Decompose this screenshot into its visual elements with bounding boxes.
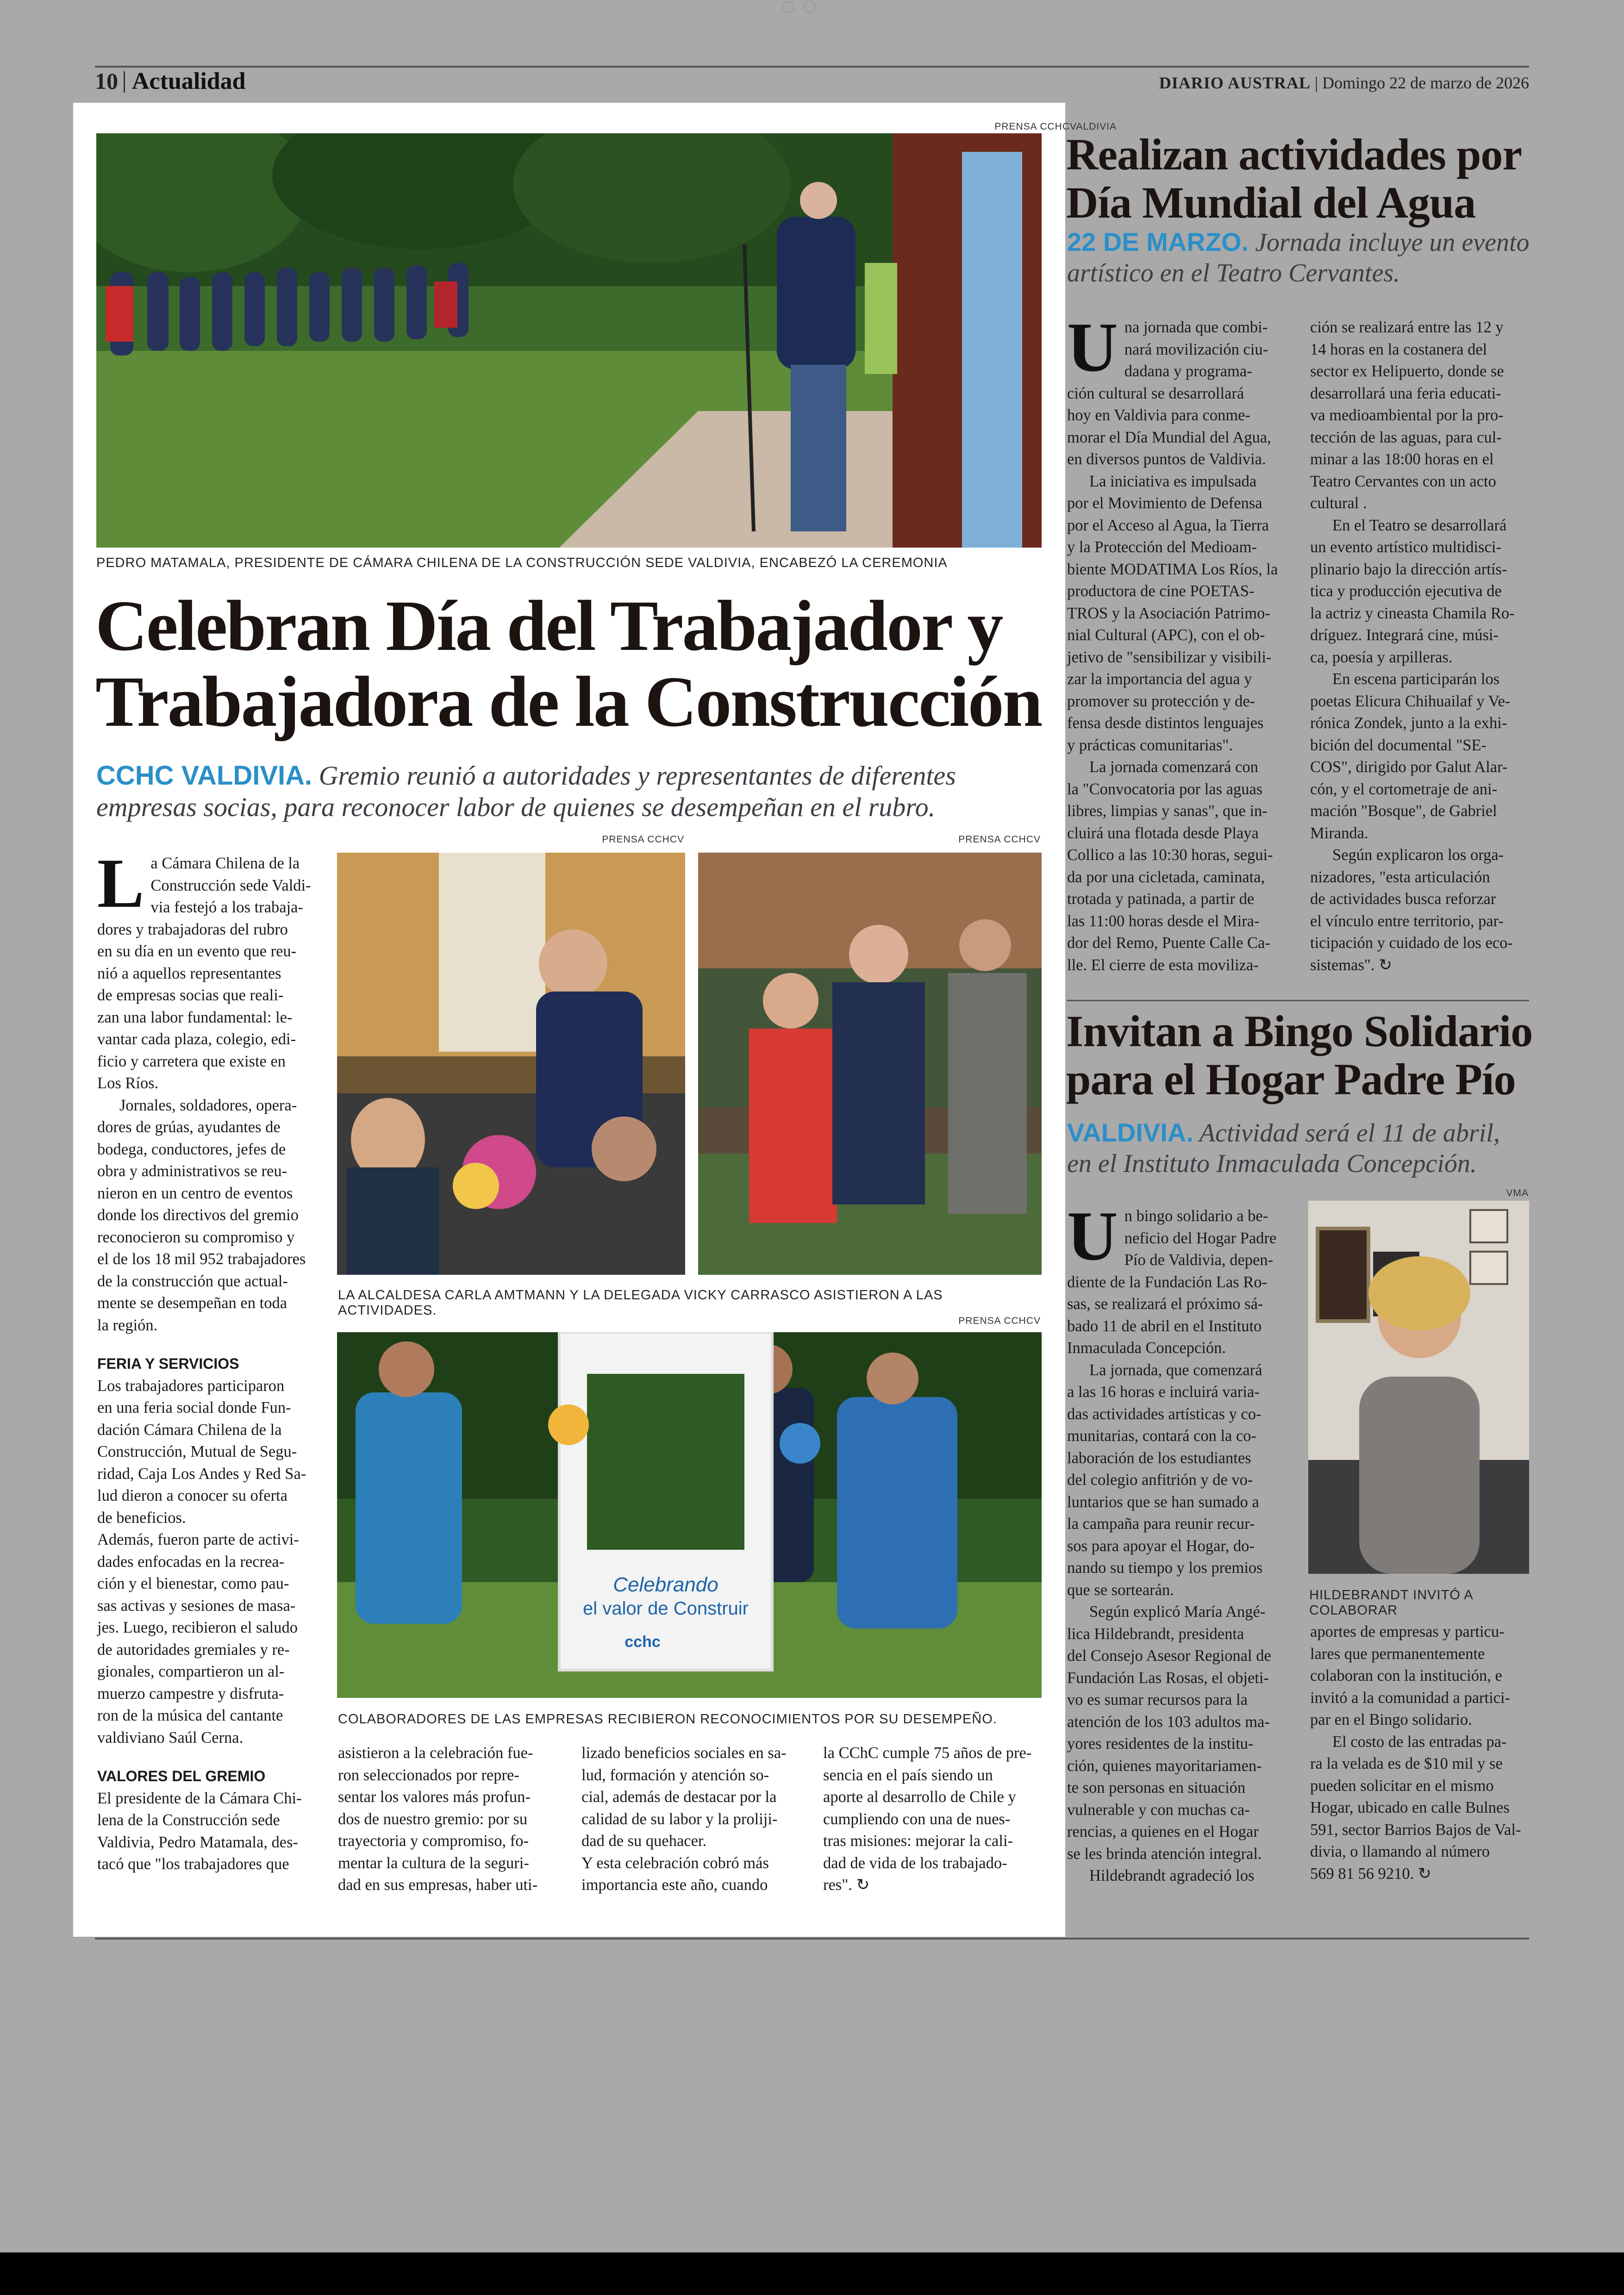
kicker-text: empresas socias, para reconocer labor de quienes se desempeñan en el rubro. bbox=[96, 792, 936, 822]
text-line: poetas Elicura Chihuailaf y Ve- bbox=[1310, 692, 1511, 710]
photos-caption: LA ALCALDESA CARLA AMTMANN Y LA DELEGADA VICKY CARRASCO ASISTIERON A LAS ACTIVIDADES. bbox=[338, 1288, 943, 1318]
drop-cap: U bbox=[1067, 308, 1118, 386]
text-line: se les brinda atención integral. bbox=[1067, 1845, 1262, 1863]
text-line: en diversos puntos de Valdivia. bbox=[1067, 450, 1266, 468]
text-line: lares que permanentemente bbox=[1310, 1645, 1485, 1663]
text-line: cón, y el cortometraje de ani- bbox=[1310, 780, 1498, 798]
kicker-tag: VALDIVIA. bbox=[1067, 1118, 1193, 1147]
main-kicker bbox=[96, 760, 1064, 823]
text-line: Además, fueron parte de activi- bbox=[97, 1531, 299, 1548]
text-line: asistieron a la celebración fue- bbox=[338, 1744, 533, 1762]
text-line: cial, además de destacar por la bbox=[581, 1788, 777, 1806]
text-line: morar el Día Mundial del Agua, bbox=[1067, 428, 1271, 446]
text-line: vulnerable y con muchas ca- bbox=[1067, 1801, 1250, 1819]
text-line: el vínculo entre territorio, par- bbox=[1310, 912, 1504, 930]
text-line: La jornada comenzará con bbox=[1089, 758, 1258, 776]
text-line: invitó a la comunidad a partici- bbox=[1310, 1689, 1511, 1707]
text-line: tras misiones: mejorar la cali- bbox=[823, 1832, 1013, 1850]
text-line: la actriz y cineasta Chamila Ro- bbox=[1310, 604, 1515, 622]
text-line: Hildebrandt agradeció los bbox=[1089, 1867, 1255, 1884]
kicker-text: Gremio reunió a autoridades y representantes de diferentes bbox=[319, 761, 956, 791]
text-line: de beneficios. bbox=[97, 1509, 186, 1527]
top-photo-caption: PEDRO MATAMALA, PRESIDENTE DE CÁMARA CHILENA DE LA CONSTRUCCIÓN SEDE VALDIVIA, ENCABEZÓ LA CEREMONIA bbox=[96, 555, 948, 570]
water-column-1 bbox=[1067, 308, 1289, 976]
photo-credit: PRENSA CCHCV bbox=[602, 834, 684, 845]
text-line: la "Convocatoria por las aguas bbox=[1067, 780, 1263, 798]
bingo-column-1 bbox=[1067, 1197, 1289, 1887]
text-line: fensa desde distintos lenguajes bbox=[1067, 714, 1264, 732]
text-line: mentar la cultura de la seguri- bbox=[338, 1854, 529, 1872]
headline-line: Invitan a Bingo Solidario bbox=[1066, 1006, 1533, 1056]
main-column-3 bbox=[581, 1742, 813, 1896]
text-line: del Consejo Asesor Regional de bbox=[1067, 1647, 1271, 1665]
page-number: 10 bbox=[95, 68, 118, 94]
kicker-text: en el Instituto Inmaculada Concepción. bbox=[1067, 1149, 1477, 1178]
text-line: de autoridades gremiales y re- bbox=[97, 1640, 290, 1659]
text-line: dos de nuestro gremio: por su bbox=[338, 1810, 528, 1828]
water-kicker bbox=[1067, 227, 1530, 288]
headline-line: Trabajadora de la Construcción bbox=[95, 661, 1042, 742]
text-line: mación "Bosque", de Gabriel bbox=[1310, 802, 1497, 820]
drop-cap: L bbox=[97, 844, 144, 922]
text-line: dores y trabajadoras del rubro bbox=[97, 920, 288, 938]
text-line: que se sortearán. bbox=[1067, 1581, 1174, 1599]
text-line: tección de las aguas, para cul- bbox=[1310, 428, 1502, 446]
sign-logo: cchc bbox=[625, 1633, 661, 1651]
text-line: cluirá una flotada desde Playa bbox=[1067, 824, 1259, 842]
text-line: Construcción sede Valdi- bbox=[150, 876, 311, 894]
kicker-tag: CCHC VALDIVIA. bbox=[96, 761, 312, 791]
text-line: El presidente de la Cámara Chi- bbox=[97, 1789, 302, 1807]
sign-text-1: Celebrando bbox=[613, 1573, 718, 1596]
text-line: na jornada que combi- bbox=[1124, 318, 1268, 336]
photo-credit: PRENSA CCHCV bbox=[958, 834, 1041, 845]
text-line: dad en sus empresas, haber uti- bbox=[338, 1876, 538, 1894]
bingo-headline bbox=[1066, 1007, 1534, 1104]
hildebrandt-photo bbox=[1308, 1201, 1529, 1574]
text-line: Construcción, Mutual de Segu- bbox=[97, 1443, 297, 1460]
text-line: Miranda. bbox=[1310, 824, 1368, 842]
text-line: Según explicaron los orga- bbox=[1332, 846, 1504, 864]
text-line: las 11:00 horas desde el Mira- bbox=[1067, 912, 1260, 930]
text-line: ción y el bienestar, como pau- bbox=[97, 1575, 289, 1592]
text-line: El costo de las entradas pa- bbox=[1332, 1733, 1507, 1751]
mayor-photo bbox=[337, 853, 685, 1275]
text-line: Los Ríos. bbox=[97, 1074, 159, 1092]
text-line: ficio y carretera que existe en bbox=[97, 1052, 286, 1070]
text-line: diente de la Fundación Las Ro- bbox=[1067, 1273, 1268, 1291]
text-line: dríguez. Integrará cine, músi- bbox=[1310, 626, 1499, 644]
text-line: importancia este año, cuando bbox=[581, 1876, 768, 1894]
text-line: libres, limpias y sanas", que in- bbox=[1067, 802, 1268, 820]
page-dot[interactable] bbox=[782, 1, 794, 13]
text-line: ticipación y cuidado de los eco- bbox=[1310, 934, 1513, 952]
text-line: munitarias, contará con la co- bbox=[1067, 1427, 1257, 1445]
text-line: del colegio anfitrión y de vo- bbox=[1067, 1471, 1253, 1489]
text-line: biente MODATIMA Los Ríos, la bbox=[1067, 560, 1278, 578]
text-line: productora de cine POETAS- bbox=[1067, 582, 1255, 600]
text-line: por el Movimiento de Defensa bbox=[1067, 494, 1262, 512]
text-line: ción cultural se desarrollará bbox=[1067, 384, 1244, 402]
text-line: minar a las 18:00 horas en el bbox=[1310, 450, 1494, 468]
text-line: yores residentes de la institu- bbox=[1067, 1735, 1254, 1752]
text-line: trotada y patinada, a partir de bbox=[1067, 890, 1255, 908]
issue-date: Domingo 22 de marzo de 2026 bbox=[1322, 74, 1529, 92]
water-headline bbox=[1066, 131, 1529, 227]
text-line: par en el Bingo solidario. bbox=[1310, 1711, 1472, 1728]
text-line: dores de grúas, ayudantes de bbox=[97, 1118, 281, 1136]
text-line: te son personas en situación bbox=[1067, 1779, 1246, 1796]
text-line: lle. El cierre de esta moviliza- bbox=[1067, 956, 1259, 974]
text-line: de empresas socias que reali- bbox=[97, 986, 284, 1004]
text-line: zan una labor fundamental: le- bbox=[97, 1008, 293, 1026]
text-line: Jornales, soldadores, opera- bbox=[119, 1096, 297, 1114]
main-column-2 bbox=[338, 1742, 569, 1896]
headline-line: Día Mundial del Agua bbox=[1066, 178, 1476, 227]
text-line: gionales, compartieron un al- bbox=[97, 1663, 285, 1680]
text-line: via festejó a los trabaja- bbox=[150, 898, 303, 916]
text-line: aportes de empresas y particu- bbox=[1310, 1623, 1505, 1640]
sign-text-2: el valor de Construir bbox=[583, 1598, 749, 1619]
text-line: laboración de los estudiantes bbox=[1067, 1449, 1251, 1467]
text-line: Collico a las 10:30 horas, segui- bbox=[1067, 846, 1273, 864]
text-line: a Cámara Chilena de la bbox=[150, 854, 300, 872]
text-line: la campaña para reunir recur- bbox=[1067, 1515, 1255, 1533]
text-line: dad de vida de los trabajado- bbox=[823, 1854, 1007, 1872]
text-line: nial Cultural (APC), con el ob- bbox=[1067, 626, 1265, 644]
text-line: el de los 18 mil 952 trabajadores bbox=[97, 1250, 306, 1268]
text-line: por el Acceso al Agua, la Tierra bbox=[1067, 516, 1269, 534]
text-line: das actividades artísticas y co- bbox=[1067, 1405, 1262, 1423]
text-line: la CChC cumple 75 años de pre- bbox=[823, 1744, 1032, 1762]
text-line: ra la velada es de $10 mil y se bbox=[1310, 1755, 1503, 1772]
main-headline bbox=[95, 588, 1063, 740]
text-line: va medioambiental por la pro- bbox=[1310, 406, 1504, 424]
text-line: valdiviano Saúl Cerna. bbox=[97, 1728, 244, 1746]
text-line: desarrollará una feria educati- bbox=[1310, 384, 1501, 402]
text-line: y la Protección del Medioam- bbox=[1067, 538, 1257, 556]
text-line: La iniciativa es impulsada bbox=[1089, 472, 1257, 490]
text-line: La jornada, que comenzará bbox=[1089, 1361, 1262, 1379]
text-line: sas, se realizará el próximo sá- bbox=[1067, 1295, 1263, 1313]
text-line: tacó que "los trabajadores que bbox=[97, 1855, 289, 1873]
text-line: COS", dirigido por Galut Alar- bbox=[1310, 758, 1508, 776]
viewer-bottom-bar bbox=[0, 2252, 1624, 2295]
text-line: sistemas". ↻ bbox=[1310, 956, 1393, 974]
water-column-2 bbox=[1310, 317, 1532, 976]
text-line: cultural . bbox=[1310, 494, 1367, 512]
header-divider bbox=[124, 71, 125, 93]
text-line: jes. Luego, recibieron el saludo bbox=[97, 1619, 298, 1636]
text-line: vo es sumar recursos para la bbox=[1067, 1691, 1248, 1709]
text-line: 591, sector Barrios Bajos de Val- bbox=[1310, 1821, 1521, 1839]
text-line: tica y producción ejecutiva de bbox=[1310, 582, 1502, 600]
headline-line: Realizan actividades por bbox=[1066, 130, 1522, 179]
text-line: n bingo solidario a be- bbox=[1124, 1207, 1268, 1225]
text-line: ción, quienes mayoritariamen- bbox=[1067, 1757, 1262, 1775]
text-line: ca, poesía y arpilleras. bbox=[1310, 648, 1453, 666]
text-line: lena de la Construcción sede bbox=[97, 1811, 280, 1829]
page-indicator bbox=[782, 1, 838, 13]
footer-rule bbox=[95, 1938, 1529, 1940]
text-line: promover su protección y de- bbox=[1067, 692, 1255, 710]
text-line: sector ex Helipuerto, donde se bbox=[1310, 362, 1504, 380]
text-line: En el Teatro se desarrollará bbox=[1332, 516, 1507, 534]
headline-line: para el Hogar Padre Pío bbox=[1066, 1054, 1516, 1104]
text-line: sas activas y sesiones de masa- bbox=[97, 1597, 296, 1615]
text-line: plinario bajo la dirección artís- bbox=[1310, 560, 1507, 578]
text-line: 14 horas en la costanera del bbox=[1310, 340, 1487, 358]
text-line: nará movilización ciu- bbox=[1124, 340, 1268, 358]
text-line: lica Hildebrandt, presidenta bbox=[1067, 1625, 1244, 1643]
text-line: bado 11 de abril en el Instituto bbox=[1067, 1317, 1262, 1335]
section-name: Actualidad bbox=[132, 68, 246, 94]
text-line: res". ↻ bbox=[823, 1876, 870, 1894]
text-line: aporte al desarrollo de Chile y bbox=[823, 1788, 1016, 1806]
text-line: dación Cámara Chilena de la bbox=[97, 1421, 282, 1439]
text-line: zar la importancia del agua y bbox=[1067, 670, 1252, 688]
text-line: ción se realizará entre las 12 y bbox=[1310, 318, 1504, 336]
text-line: dades enfocadas en la recrea- bbox=[97, 1553, 285, 1571]
kicker-text: Jornada incluye un evento bbox=[1255, 228, 1530, 257]
text-line: colaboran con la institución, e bbox=[1310, 1667, 1502, 1684]
photo-credit: VMA bbox=[1506, 1188, 1529, 1198]
text-line: divia, o llamando al número bbox=[1310, 1843, 1490, 1860]
subheading: FERIA Y SERVICIOS bbox=[97, 1355, 239, 1372]
folio: DIARIO AUSTRAL | Domingo 22 de marzo de 2026 bbox=[1159, 74, 1529, 92]
page-dot[interactable] bbox=[804, 1, 816, 13]
ceremony-photo bbox=[96, 133, 1042, 548]
text-line: cumpliendo con una de nues- bbox=[823, 1810, 1011, 1828]
text-line: ron seleccionados por repre- bbox=[338, 1766, 519, 1784]
subheading: VALORES DEL GREMIO bbox=[97, 1768, 266, 1784]
delegate-photo bbox=[698, 853, 1042, 1275]
main-story bbox=[73, 103, 1117, 1937]
text-line: da por una cicletada, caminata, bbox=[1067, 868, 1265, 886]
text-line: de la construcción que actual- bbox=[97, 1272, 288, 1290]
text-line: a las 16 horas e incluirá varia- bbox=[1067, 1383, 1260, 1401]
headline-line: Celebran Día del Trabajador y bbox=[95, 586, 1002, 666]
text-line: rónica Zondek, junto a la exhi- bbox=[1310, 714, 1507, 732]
text-line: rencias, a quienes en el Hogar bbox=[1067, 1823, 1259, 1840]
text-line: pueden solicitar en el mismo bbox=[1310, 1777, 1494, 1795]
photo-credit: PRENSA CCHCVALDIVIA bbox=[994, 121, 1117, 132]
text-line: Y esta celebración cobró más bbox=[581, 1854, 769, 1872]
text-line: Los trabajadores participaron bbox=[97, 1377, 285, 1395]
text-line: vantar cada plaza, colegio, edi- bbox=[97, 1030, 296, 1048]
workers-photo bbox=[337, 1332, 1042, 1698]
text-line: lud dieron a conocer su oferta bbox=[97, 1487, 287, 1504]
text-line: jetivo de "sensibilizar y visibili- bbox=[1067, 648, 1272, 666]
text-line: 569 81 56 9210. ↻ bbox=[1310, 1865, 1431, 1883]
text-line: obra y administrativos se reu- bbox=[97, 1162, 287, 1180]
text-line: Fundación Las Rosas, el objeti- bbox=[1067, 1669, 1269, 1687]
kicker-text: artístico en el Teatro Cervantes. bbox=[1067, 259, 1400, 287]
text-line: dadana y programa- bbox=[1124, 362, 1252, 380]
text-line: dad de su quehacer. bbox=[581, 1832, 707, 1850]
text-line: sencia en el país siendo un bbox=[823, 1766, 993, 1784]
text-line: reconocieron su compromiso y bbox=[97, 1228, 295, 1246]
text-line: hoy en Valdivia para conme- bbox=[1067, 406, 1250, 424]
text-line: bición del documental "SE- bbox=[1310, 736, 1487, 754]
text-line: sos para apoyar el Hogar, do- bbox=[1067, 1537, 1255, 1555]
text-line: lizado beneficios sociales en sa- bbox=[581, 1744, 787, 1762]
text-line: un evento artístico multidisci- bbox=[1310, 538, 1501, 556]
workers-caption: COLABORADORES DE LAS EMPRESAS RECIBIERON RECONOCIMIENTOS POR SU DESEMPEÑO. bbox=[338, 1712, 997, 1727]
text-line: Inmaculada Concepción. bbox=[1067, 1339, 1226, 1357]
text-line: Según explicó María Angé- bbox=[1089, 1603, 1266, 1621]
bingo-column-2 bbox=[1310, 1621, 1532, 1885]
text-line: TROS y la Asociación Patrimo- bbox=[1067, 604, 1270, 622]
text-line: de actividades busca reforzar bbox=[1310, 890, 1496, 908]
text-line: ron de la música del cantante bbox=[97, 1707, 283, 1724]
text-line: dor del Remo, Puente Calle Ca- bbox=[1067, 934, 1270, 952]
photo-credit: PRENSA CCHCV bbox=[958, 1316, 1041, 1326]
story-divider bbox=[1067, 1000, 1529, 1001]
text-line: Pío de Valdivia, depen- bbox=[1124, 1251, 1274, 1269]
text-line: Hogar, ubicado en calle Bulnes bbox=[1310, 1799, 1510, 1816]
text-line: neficio del Hogar Padre bbox=[1124, 1229, 1277, 1247]
paper-name: DIARIO AUSTRAL bbox=[1159, 74, 1311, 92]
text-line: sentar los valores más profun- bbox=[338, 1788, 531, 1806]
text-line: atención de los 103 adultos ma- bbox=[1067, 1713, 1270, 1731]
text-line: ridad, Caja Los Andes y Red Sa- bbox=[97, 1465, 306, 1483]
text-line: bodega, conductores, jefes de bbox=[97, 1140, 286, 1158]
text-line: nió a aquellos representantes bbox=[97, 964, 281, 982]
drop-cap: U bbox=[1067, 1197, 1118, 1275]
kicker-text: Actividad será el 11 de abril, bbox=[1199, 1119, 1500, 1148]
text-line: en su día en un evento que reu- bbox=[97, 942, 297, 960]
bingo-photo-caption: HILDEBRANDT INVITÓ A COLABORAR bbox=[1309, 1588, 1473, 1618]
text-line: nizadores, "esta articulación bbox=[1310, 868, 1490, 886]
text-line: nieron en un centro de eventos bbox=[97, 1184, 293, 1202]
text-line: lud, formación y atención so- bbox=[581, 1766, 769, 1784]
text-line: la región. bbox=[97, 1316, 158, 1334]
text-line: donde los directivos del gremio bbox=[97, 1206, 299, 1224]
text-line: muerzo campestre y disfruta- bbox=[97, 1684, 284, 1703]
text-line: luntarios que se han sumado a bbox=[1067, 1493, 1259, 1511]
page-header bbox=[95, 68, 1529, 100]
main-column-4 bbox=[823, 1742, 1045, 1896]
text-line: Teatro Cervantes con un acto bbox=[1310, 472, 1496, 490]
text-line: y prácticas comunitarias". bbox=[1067, 736, 1233, 754]
kicker-tag: 22 DE MARZO. bbox=[1067, 227, 1249, 256]
text-line: En escena participarán los bbox=[1332, 670, 1500, 688]
text-line: mente se desempeñan en toda bbox=[97, 1294, 287, 1312]
text-line: nando su tiempo y los premios bbox=[1067, 1559, 1263, 1577]
text-line: en una feria social donde Fun- bbox=[97, 1399, 291, 1416]
bingo-kicker bbox=[1067, 1117, 1535, 1179]
text-line: calidad de su labor y la proliji- bbox=[581, 1810, 778, 1828]
text-line: trayectoria y compromiso, fo- bbox=[338, 1832, 529, 1850]
text-line: Valdivia, Pedro Matamala, des- bbox=[97, 1833, 298, 1851]
